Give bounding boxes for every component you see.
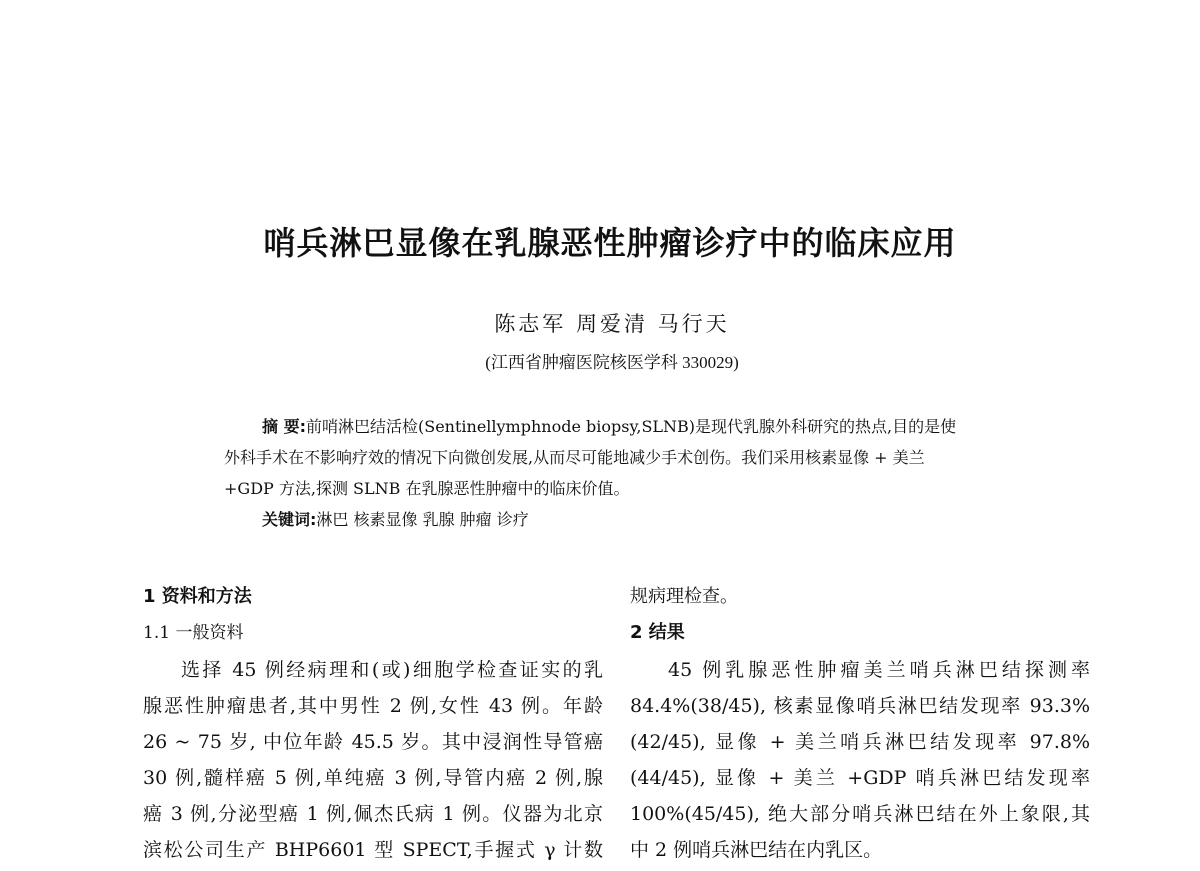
section-heading-methods: 1 资料和方法 [143, 586, 252, 607]
continuation-text: 规病理检查。 [630, 586, 738, 607]
abstract-line: +GDP 方法,探测 SLNB 在乳腺恶性肿瘤中的临床价值。 [224, 479, 630, 498]
paragraph-line: 84.4%(38/45), 核素显像哨兵淋巴结发现率 93.3% [630, 695, 1090, 717]
keywords-line [224, 504, 1004, 535]
abstract-line [224, 411, 1004, 442]
left-column [143, 580, 603, 868]
abstract-text: 前哨淋巴结活检(Sentinellymphnode biopsy,SLNB)是现代乳腺外科研究的热点,目的是使 [305, 417, 957, 436]
paper-affiliation: (江西省肿瘤医院核医学科 330029) [485, 353, 739, 372]
paragraph-line: 滨松公司生产 BHP6601 型 SPECT,手握式 γ 计数 [143, 839, 603, 861]
right-column [630, 580, 1090, 868]
paragraph-line: 腺恶性肿瘤患者,其中男性 2 例,女性 43 例。年龄 [143, 695, 603, 717]
paragraph-line: 中 2 例哨兵淋巴结在内乳区。 [630, 839, 883, 861]
paragraph-line: 癌 3 例,分泌型癌 1 例,佩杰氏病 1 例。仪器为北京 [143, 803, 603, 825]
keywords-label: 关键词: [262, 510, 317, 529]
paragraph-line: 选择 45 例经病理和(或)细胞学检查证实的乳 [181, 659, 603, 681]
abstract-block [224, 411, 1004, 535]
paragraph-line: (42/45), 显像 + 美兰哨兵淋巴结发现率 97.8% [630, 731, 1090, 753]
paper-title: 哨兵淋巴显像在乳腺恶性肿瘤诊疗中的临床应用 [263, 224, 957, 262]
keywords-text: 淋巴 核素显像 乳腺 肿瘤 诊疗 [316, 510, 529, 529]
paragraph-line: 45 例乳腺恶性肿瘤美兰哨兵淋巴结探测率 [668, 659, 1090, 681]
abstract-line: 外科手术在不影响疗效的情况下向微创发展,从而尽可能地减少手术创伤。我们采用核素显像 + 美兰 [224, 448, 925, 467]
paragraph-line: 26 ~ 75 岁, 中位年龄 45.5 岁。其中浸润性导管癌 [143, 731, 603, 753]
paragraph-line: 30 例,髓样癌 5 例,单纯癌 3 例,导管内癌 2 例,腺 [143, 767, 603, 789]
abstract-label: 摘 要: [262, 417, 306, 436]
paragraph-line: (44/45), 显像 + 美兰 +GDP 哨兵淋巴结发现率 [630, 767, 1090, 789]
paragraph-line: 100%(45/45), 绝大部分哨兵淋巴结在外上象限,其 [630, 803, 1090, 825]
results-paragraph [630, 652, 1090, 868]
paper-authors: 陈志军 周爱清 马行天 [494, 312, 730, 336]
subsection-heading-general: 1.1 一般资料 [143, 623, 244, 643]
section-heading-results: 2 结果 [630, 622, 685, 643]
methods-paragraph [143, 652, 603, 868]
